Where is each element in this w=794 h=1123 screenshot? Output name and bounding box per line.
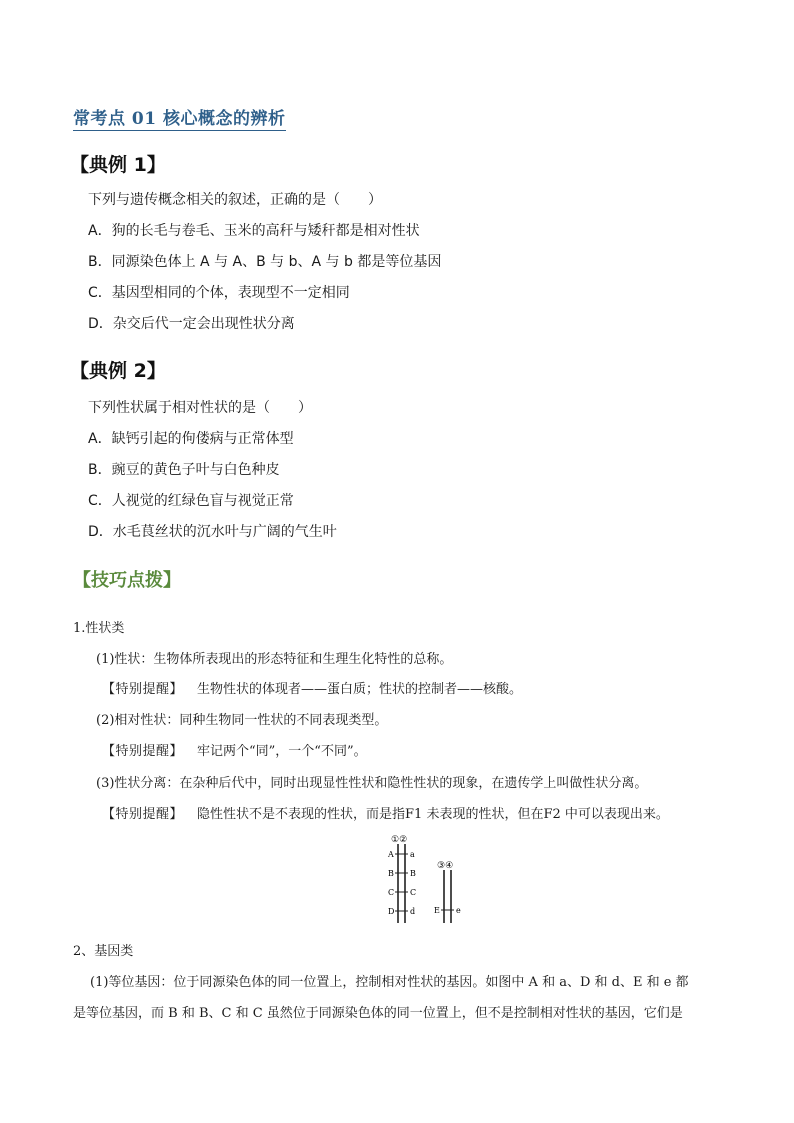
gene-label-left: C bbox=[388, 888, 395, 897]
section-title: 常考点 01 核心概念的辨析 bbox=[73, 104, 286, 131]
tips-paragraph-relative-trait: (2)相对性状：同种生物同一性状的不同表现类型。 bbox=[96, 713, 388, 728]
gene-label-left: D bbox=[388, 907, 395, 916]
gene-label-left: A bbox=[388, 850, 394, 859]
reminder-text: 牢记两个“同”，一个“不同”。 bbox=[197, 744, 367, 759]
gene-label-left: E bbox=[434, 906, 440, 915]
example2-option-c: C．人视觉的红绿色盲与视觉正常 bbox=[88, 493, 294, 509]
reminder-label: 【特别提醒】 bbox=[102, 807, 184, 822]
tips-reminder-2 bbox=[102, 740, 367, 759]
tips-item1-title: 1.性状类 bbox=[73, 621, 125, 636]
tips-item2-title: 2、基因类 bbox=[73, 944, 134, 959]
example1-option-a: A．狗的长毛与卷毛、玉米的高秆与矮秆都是相对性状 bbox=[88, 223, 420, 239]
gene-label-right: e bbox=[456, 906, 461, 915]
gene-label-left: B bbox=[388, 869, 394, 878]
tips-heading: 【技巧点拨】 bbox=[73, 570, 181, 591]
example1-option-d: D．杂交后代一定会出现性状分离 bbox=[88, 316, 295, 332]
pair2-label: ③④ bbox=[437, 861, 454, 871]
gene-label-right: d bbox=[410, 907, 416, 916]
example1-question: 下列与遗传概念相关的叙述，正确的是（ ） bbox=[88, 192, 382, 208]
tips-reminder-1 bbox=[102, 678, 522, 697]
example2-question: 下列性状属于相对性状的是（ ） bbox=[88, 400, 312, 416]
reminder-label: 【特别提醒】 bbox=[102, 682, 184, 697]
tips-paragraph-allele-line1: (1)等位基因：位于同源染色体的同一位置上，控制相对性状的基因。如图中 A 和 a、D 和 d、E 和 e 都 bbox=[90, 975, 689, 990]
homologous-chromosome-diagram bbox=[370, 833, 470, 925]
tips-reminder-3 bbox=[102, 803, 669, 822]
example2-option-d: D．水毛茛丝状的沉水叶与广阔的气生叶 bbox=[88, 524, 337, 540]
example2-option-b: B．豌豆的黄色子叶与白色种皮 bbox=[88, 462, 280, 478]
gene-label-right: C bbox=[410, 888, 417, 897]
pair1-label: ①② bbox=[391, 835, 408, 845]
tips-paragraph-segregation: (3)性状分离：在杂种后代中，同时出现显性性状和隐性性状的现象，在遗传学上叫做性状分离。 bbox=[96, 776, 648, 791]
tips-paragraph-trait: (1)性状：生物体所表现出的形态特征和生理生化特性的总称。 bbox=[96, 652, 453, 667]
example1-option-c: C．基因型相同的个体，表现型不一定相同 bbox=[88, 285, 350, 301]
example2-heading: 【典例 2】 bbox=[70, 360, 166, 382]
example2-option-a: A．缺钙引起的佝偻病与正常体型 bbox=[88, 431, 294, 447]
example1-option-b: B．同源染色体上 A 与 A、B 与 b、A 与 b 都是等位基因 bbox=[88, 254, 442, 270]
reminder-label: 【特别提醒】 bbox=[102, 744, 184, 759]
gene-label-right: a bbox=[410, 850, 415, 859]
tips-paragraph-allele-line2: 是等位基因，而 B 和 B、C 和 C 虽然位于同源染色体的同一位置上，但不是控制相对性状的基因，它们是 bbox=[73, 1006, 683, 1021]
reminder-text: 隐性性状不是不表现的性状，而是指F1 未表现的性状，但在F2 中可以表现出来。 bbox=[197, 807, 669, 822]
gene-label-right: B bbox=[410, 869, 416, 878]
reminder-text: 生物性状的体现者——蛋白质；性状的控制者——核酸。 bbox=[197, 682, 523, 697]
example1-heading: 【典例 1】 bbox=[70, 154, 166, 176]
